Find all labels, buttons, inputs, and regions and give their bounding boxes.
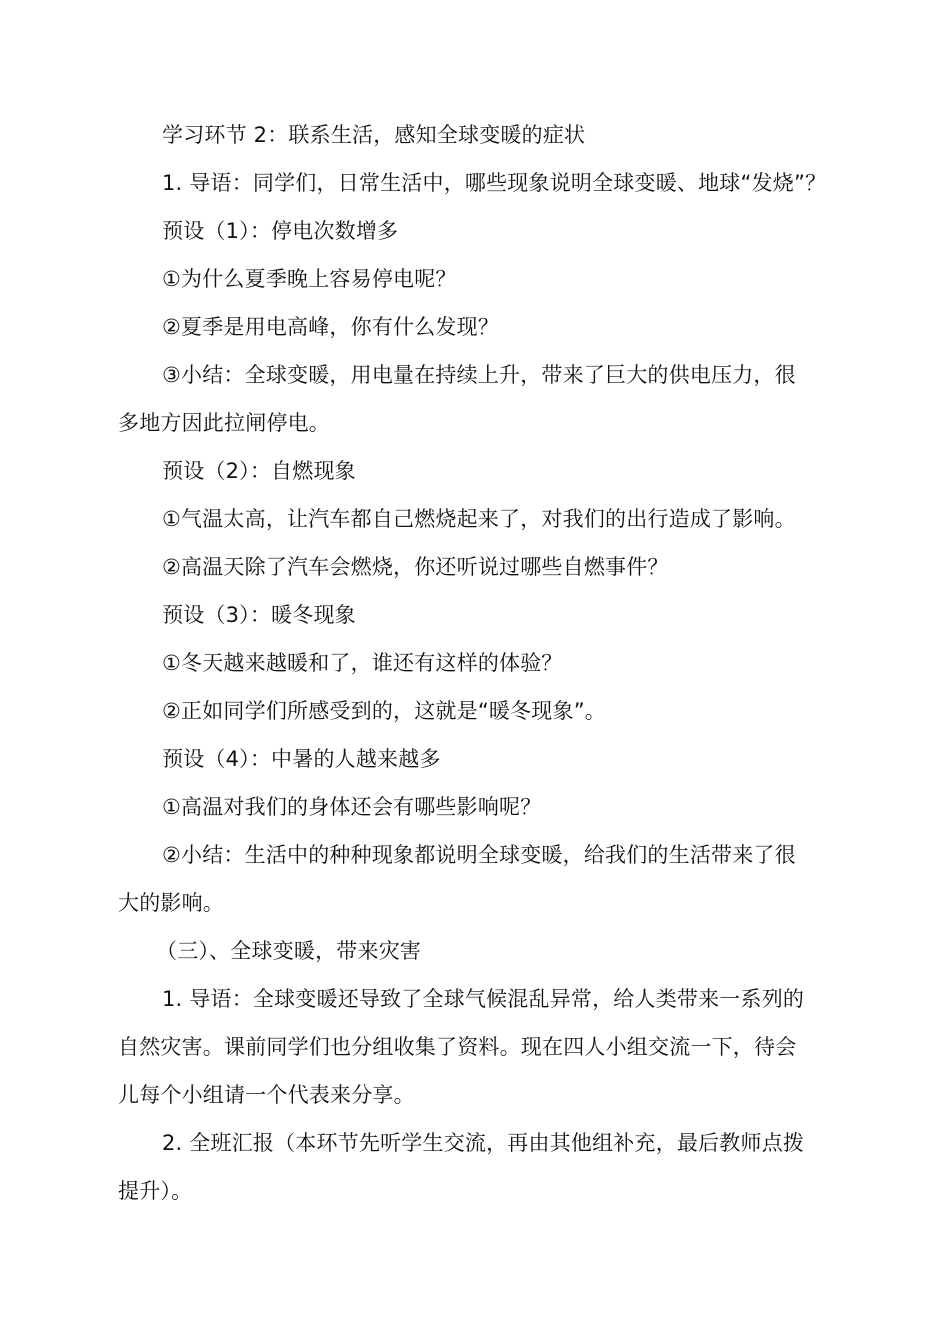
- paragraph-line: 大的影响。: [118, 891, 224, 915]
- paragraph-line: ①冬天越来越暖和了，谁还有这样的体验？: [162, 651, 563, 675]
- section-heading: 学习环节 2：联系生活，感知全球变暖的症状: [162, 123, 586, 147]
- paragraph-line: 1. 导语：全球变暖还导致了全球气候混乱异常，给人类带来一系列的: [162, 987, 805, 1011]
- preset-heading: 预设（2）：自燃现象: [162, 459, 356, 483]
- paragraph-line: 1. 导语：同学们，日常生活中，哪些现象说明全球变暖、地球“发烧”？: [162, 171, 827, 195]
- preset-heading: 预设（1）：停电次数增多: [162, 219, 399, 243]
- paragraph-line: 2. 全班汇报（本环节先听学生交流，再由其他组补充，最后教师点拨: [162, 1131, 805, 1155]
- paragraph-line: ①高温对我们的身体还会有哪些影响呢？: [162, 795, 542, 819]
- paragraph-line: ②正如同学们所感受到的，这就是“暖冬现象”。: [162, 699, 606, 723]
- preset-heading: 预设（3）：暖冬现象: [162, 603, 356, 627]
- paragraph-line: ①为什么夏季晚上容易停电呢？: [162, 267, 457, 291]
- paragraph-line: ②夏季是用电高峰，你有什么发现？: [162, 315, 500, 339]
- preset-heading: 预设（4）：中暑的人越来越多: [162, 747, 441, 771]
- paragraph-line: 提升）。: [118, 1179, 193, 1203]
- paragraph-line: 自然灾害。课前同学们也分组收集了资料。现在四人小组交流一下，待会: [118, 1035, 797, 1059]
- paragraph-line: 儿每个小组请一个代表来分享。: [118, 1083, 415, 1107]
- paragraph-line: ③小结：全球变暖，用电量在持续上升，带来了巨大的供电压力，很: [162, 363, 796, 387]
- section-heading: （三）、全球变暖，带来灾害: [156, 939, 422, 963]
- paragraph-line: 多地方因此拉闸停电。: [118, 411, 330, 435]
- paragraph-line: ①气温太高，让汽车都自己燃烧起来了，对我们的出行造成了影响。: [162, 507, 796, 531]
- paragraph-line: ②小结：生活中的种种现象都说明全球变暖，给我们的生活带来了很: [162, 843, 796, 867]
- paragraph-line: ②高温天除了汽车会燃烧，你还听说过哪些自燃事件？: [162, 555, 669, 579]
